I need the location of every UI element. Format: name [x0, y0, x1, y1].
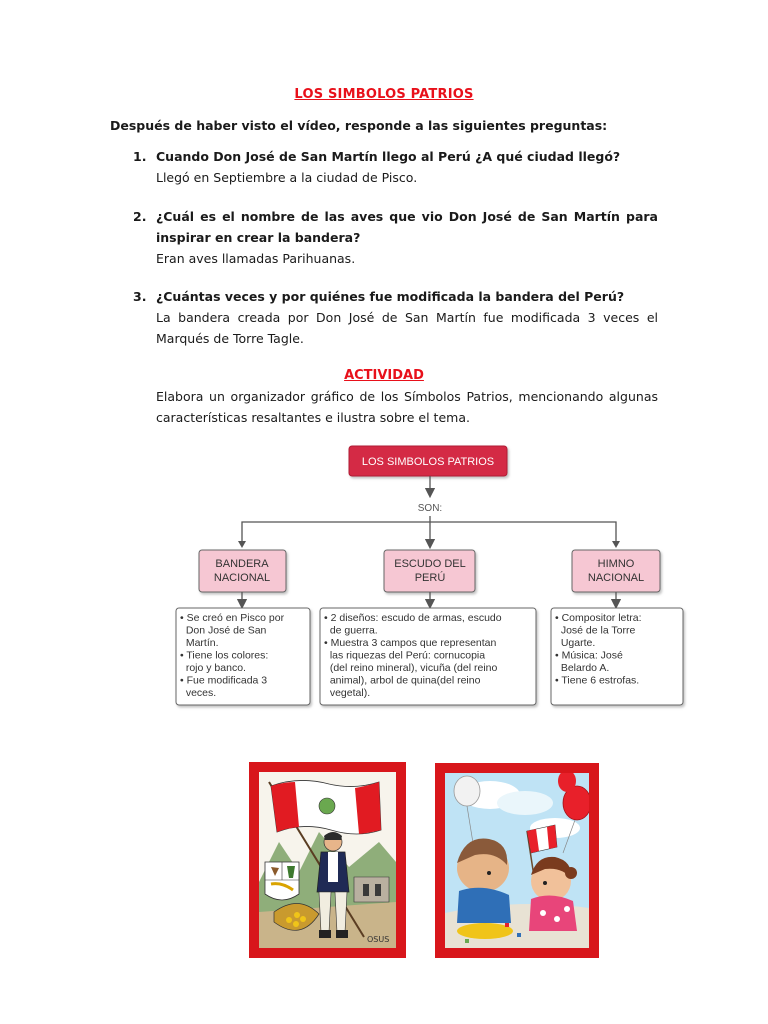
detail-line: • Tiene los colores: [180, 649, 269, 662]
detail-line: • Fue modificada 3 [180, 674, 268, 687]
activity-title: ACTIVIDAD [344, 368, 424, 383]
activity-text: Elabora un organizador gráfico de los Símbolos Patrios, mencionando algunas características resaltantes e ilustra sobre el tema. [156, 389, 658, 425]
san-martin-drawing [259, 772, 396, 948]
question-text: ¿Cuántas veces y por quiénes fue modificada la bandera del Perú? [156, 289, 625, 304]
detail-line: • 2 diseños: escudo de armas, escudo [324, 612, 502, 624]
answer-text: La bandera creada por Don José de San Martín fue modificada 3 veces el Marqués de Torre Tagle. [156, 310, 658, 346]
branch-arrow-right [612, 541, 620, 548]
node-escudo [384, 550, 475, 592]
detail-line: de guerra. [324, 624, 378, 637]
question-number: 3. [133, 289, 147, 304]
illustration-children [435, 763, 599, 958]
answer-text: Llegó en Septiembre a la ciudad de Pisco. [156, 170, 418, 185]
detail-line: • Se creó en Pisco por [180, 612, 285, 624]
detail-line: Don José de San [180, 624, 267, 637]
detail-line: • Tiene 6 estrofas. [555, 674, 640, 687]
node-escudo-label-2: PERÚ [414, 572, 446, 584]
detail-line: • Muestra 3 campos que representan [324, 637, 497, 649]
node-escudo-label-1: ESCUDO DEL [394, 558, 466, 570]
signature: OSUS [367, 935, 390, 944]
node-bandera-label-1: BANDERA [215, 558, 269, 570]
question-text: ¿Cuál es el nombre de las aves que vio Don José de San Martín para inspirar en crear la bandera? [156, 209, 658, 245]
detail-line: Ugarte. [555, 637, 596, 649]
connector-label: SON: [417, 503, 443, 514]
node-bandera-label-2: NACIONAL [213, 572, 271, 584]
question-number: 2. [133, 209, 147, 224]
node-himno-label-2: NACIONAL [587, 572, 645, 584]
node-bandera [199, 550, 286, 592]
answer-text: Eran aves llamadas Parihuanas. [156, 251, 356, 266]
detail-line: veces. [180, 687, 217, 699]
intro-text: Después de haber visto el vídeo, responde a las siguientes preguntas: [110, 118, 608, 133]
detail-line: las riquezas del Perú: cornucopia [324, 649, 486, 662]
detail-line: José de la Torre [555, 624, 636, 637]
page-title: LOS SIMBOLOS PATRIOS [294, 87, 474, 102]
illustration-san-martin [249, 762, 406, 958]
detail-line: • Música: José [555, 649, 623, 662]
detail-line: vegetal). [324, 687, 371, 699]
root-label: LOS SIMBOLOS PATRIOS [361, 456, 495, 468]
question-number: 1. [133, 149, 147, 164]
node-himno-label-1: HIMNO [597, 558, 635, 570]
detail-line: • Compositor letra: [555, 612, 642, 624]
detail-line: Belardo A. [555, 662, 610, 674]
detail-line: animal), arbol de quina(del reino [324, 674, 481, 687]
branch-arrow-left [238, 541, 246, 548]
detail-line: Martín. [180, 637, 219, 649]
node-himno [572, 550, 660, 592]
detail-line: (del reino mineral), vicuña (del reino [324, 662, 498, 674]
question-text: Cuando Don José de San Martín llego al Perú ¿A qué ciudad llegó? [156, 149, 621, 164]
children-drawing [445, 773, 589, 948]
branch-line [242, 522, 616, 546]
detail-line: rojo y banco. [180, 662, 246, 674]
